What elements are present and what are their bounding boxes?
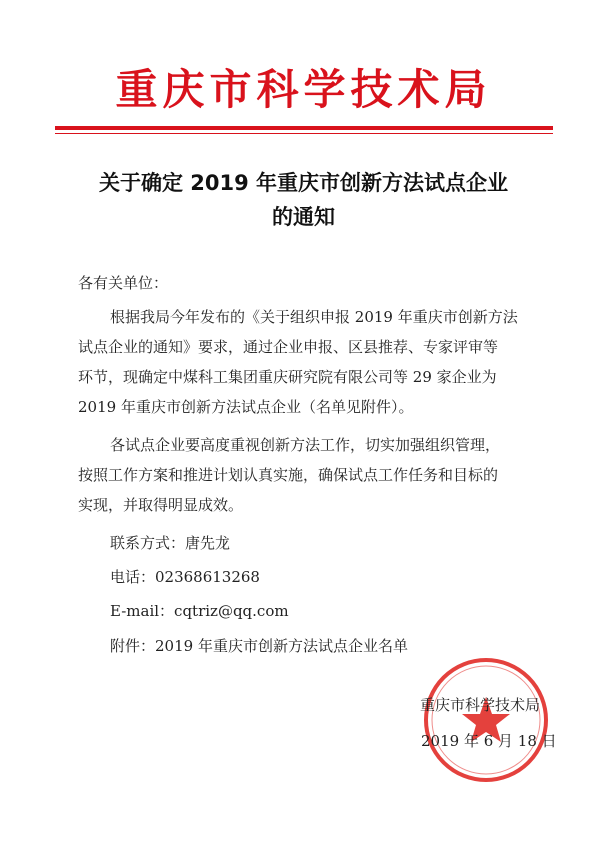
official-seal-icon: [421, 655, 551, 785]
body-paragraph-2: [78, 430, 500, 520]
contact-email: E-mail：cqtriz@qq.com: [110, 602, 289, 620]
paragraph-line: 2019 年重庆市创新方法试点企业（名单见附件）。: [78, 398, 414, 416]
signing-date: 2019 年 6 月 18 日: [421, 732, 557, 750]
document-title: [60, 166, 547, 234]
title-line-1: 关于确定 2019 年重庆市创新方法试点企业: [98, 171, 509, 195]
attachment-note: 附件：2019 年重庆市创新方法试点企业名单: [110, 637, 408, 655]
signing-authority: 重庆市科学技术局: [420, 696, 541, 714]
letterhead-rule-thick: [55, 126, 553, 130]
paragraph-line: 实现，并取得明显成效。: [78, 496, 244, 514]
paragraph-line: 各试点企业要高度重视创新方法工作，切实加强组织管理，: [110, 436, 501, 454]
org-letterhead-title: 重庆市科学技术局: [115, 65, 492, 114]
contact-person: 联系方式：唐先龙: [110, 534, 231, 552]
title-line-2: 的通知: [272, 205, 335, 229]
salutation: 各有关单位：: [78, 274, 169, 292]
paragraph-line: 试点企业的通知》要求，通过企业申报、区县推荐、专家评审等: [78, 338, 499, 356]
paragraph-line: 根据我局今年发布的《关于组织申报 2019 年重庆市创新方法: [110, 308, 518, 326]
paragraph-line: 按照工作方案和推进计划认真实施，确保试点工作任务和目标的: [78, 466, 499, 484]
paragraph-line: 环节，现确定中煤科工集团重庆研究院有限公司等 29 家企业为: [78, 368, 497, 386]
contact-phone: 电话：02368613268: [110, 568, 260, 586]
body-paragraph-1: [78, 302, 518, 422]
letterhead-rule-thin: [55, 133, 553, 134]
